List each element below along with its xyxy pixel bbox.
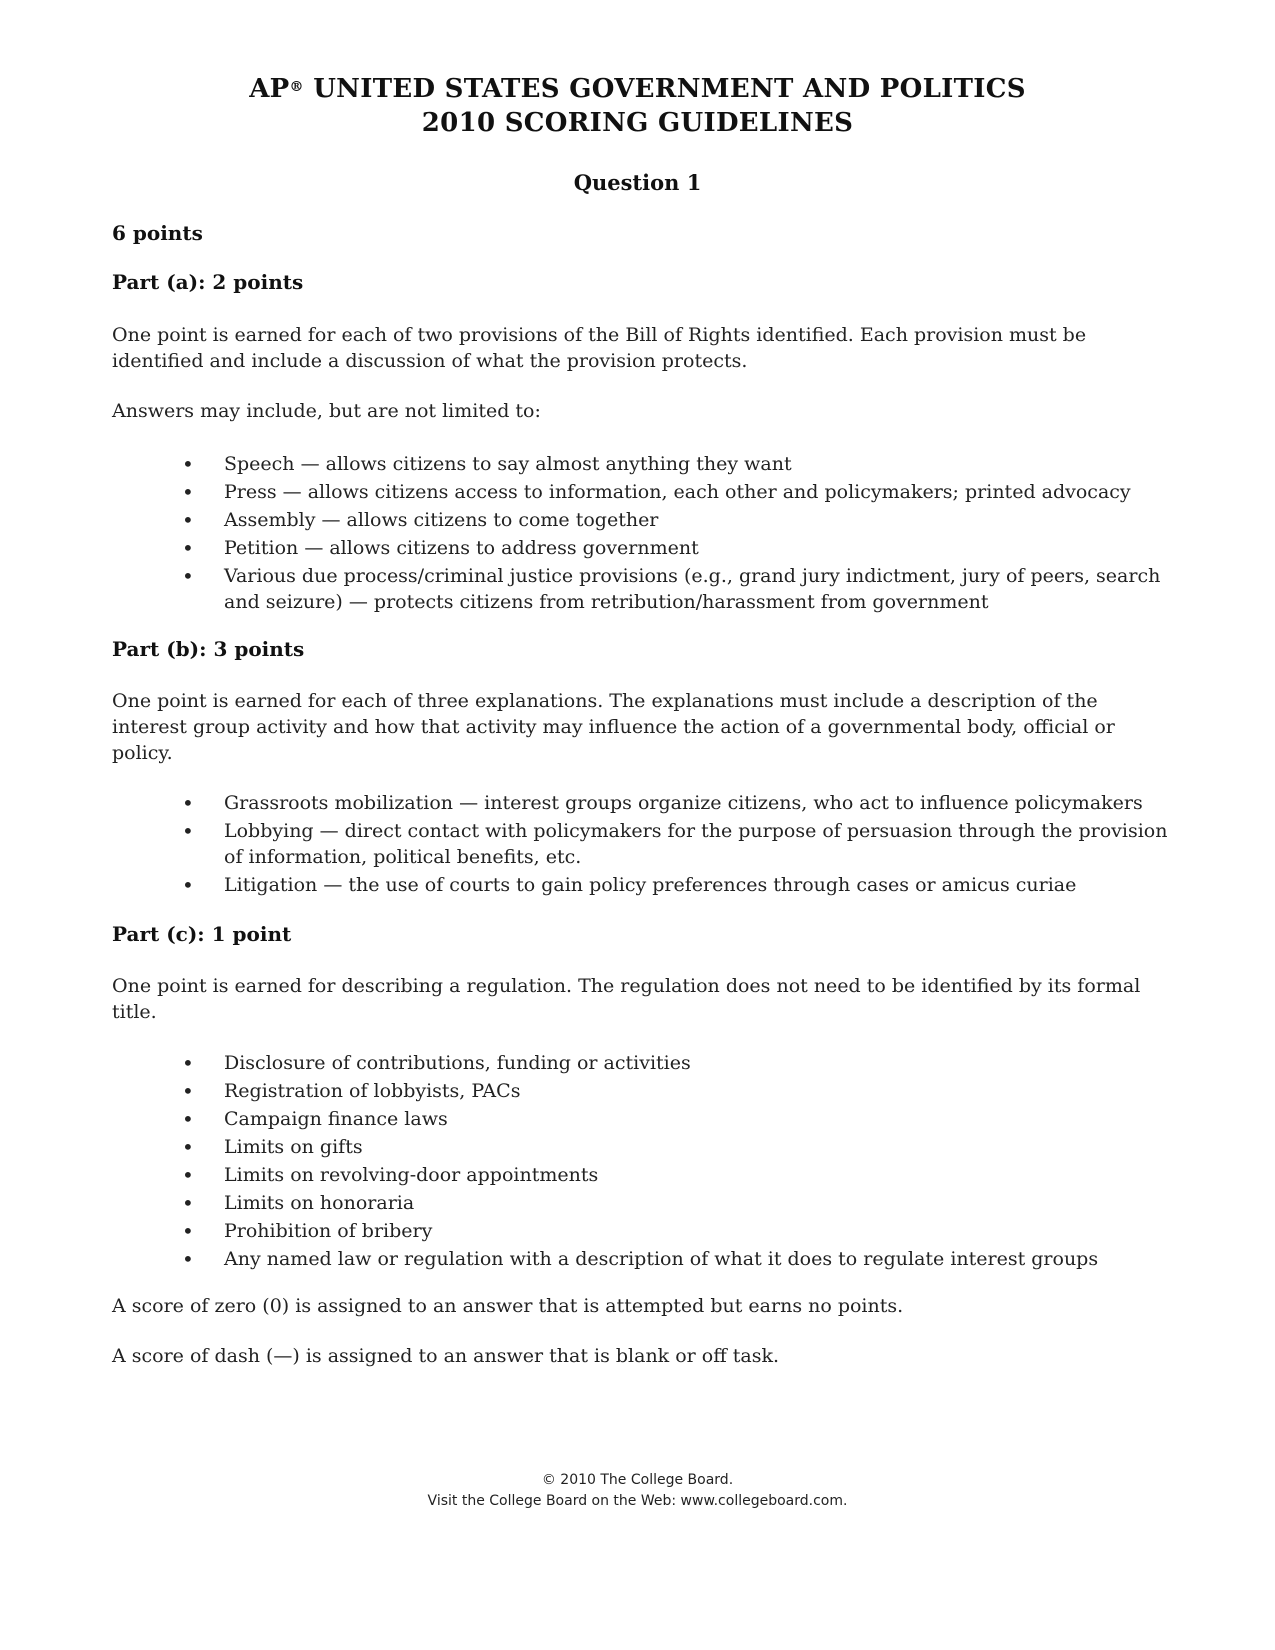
list-item-text: Campaign finance laws	[224, 1108, 448, 1130]
list-item	[112, 1134, 1172, 1160]
list-item	[112, 507, 1172, 533]
bullet-icon: •	[182, 452, 194, 476]
list-item	[112, 818, 1172, 870]
bullet-icon: •	[182, 1051, 194, 1075]
list-item-text: Lobbying — direct contact with policymakers for the purpose of persuasion through the provision of information, political benefits, etc.	[224, 820, 1168, 868]
list-item	[112, 563, 1172, 615]
list-item	[112, 1050, 1172, 1076]
footer-copyright: © 2010 The College Board.	[541, 1472, 734, 1488]
bullet-icon: •	[182, 1079, 194, 1103]
list-item-text: Petition — allows citizens to address government	[224, 537, 699, 559]
list-item	[112, 479, 1172, 505]
list-item-text: Limits on honoraria	[224, 1192, 415, 1214]
header-line-1	[0, 72, 1275, 106]
list-item-text: Assembly — allows citizens to come together	[224, 509, 659, 531]
list-item-text: Limits on gifts	[224, 1136, 363, 1158]
header-line-2: 2010 SCORING GUIDELINES	[421, 108, 854, 138]
bullet-icon: •	[182, 1163, 194, 1187]
part-a-list	[112, 451, 1172, 617]
bullet-icon: •	[182, 819, 194, 843]
list-item-text: Registration of lobbyists, PACs	[224, 1080, 521, 1102]
bullet-icon: •	[182, 1247, 194, 1271]
bullet-icon: •	[182, 536, 194, 560]
total-points: 6 points	[112, 221, 203, 245]
document-header	[0, 72, 1275, 140]
bullet-icon: •	[182, 1219, 194, 1243]
list-item	[112, 1106, 1172, 1132]
bullet-icon: •	[182, 480, 194, 504]
list-item-text: Speech — allows citizens to say almost anything they want	[224, 453, 792, 475]
registered-mark: ®	[289, 79, 304, 95]
list-item-text: Grassroots mobilization — interest groups organize citizens, who act to influence policymakers	[224, 792, 1143, 814]
part-c-intro: One point is earned for describing a regulation. The regulation does not need to be identified by its formal title.	[112, 975, 1141, 1023]
list-item	[112, 1078, 1172, 1104]
part-b-heading: Part (b): 3 points	[112, 637, 305, 661]
list-item	[112, 1190, 1172, 1216]
bullet-icon: •	[182, 873, 194, 897]
part-a-answers-intro: Answers may include, but are not limited to:	[112, 400, 541, 422]
bullet-icon: •	[182, 508, 194, 532]
part-c-heading: Part (c): 1 point	[112, 922, 292, 946]
list-item-text: Prohibition of bribery	[224, 1220, 433, 1242]
list-item	[112, 1218, 1172, 1244]
score-zero-note: A score of zero (0) is assigned to an answer that is attempted but earns no points.	[112, 1295, 904, 1317]
part-a-heading: Part (a): 2 points	[112, 270, 304, 294]
part-a-intro: One point is earned for each of two provisions of the Bill of Rights identified. Each provision must be identified and include a discussion of what the provision protects.	[112, 324, 1087, 372]
list-item	[112, 790, 1172, 816]
list-item	[112, 535, 1172, 561]
bullet-icon: •	[182, 1191, 194, 1215]
list-item	[112, 451, 1172, 477]
part-b-list	[112, 790, 1172, 900]
bullet-icon: •	[182, 791, 194, 815]
list-item	[112, 1246, 1172, 1272]
list-item-text: Any named law or regulation with a description of what it does to regulate interest groups	[224, 1248, 1099, 1270]
score-dash-note: A score of dash (—) is assigned to an answer that is blank or off task.	[112, 1345, 780, 1367]
bullet-icon: •	[182, 1135, 194, 1159]
list-item-text: Litigation — the use of courts to gain policy preferences through cases or amicus curiae	[224, 874, 1077, 896]
header-ap: AP	[249, 74, 290, 104]
header-title: UNITED STATES GOVERNMENT AND POLITICS	[313, 74, 1026, 104]
footer-website: Visit the College Board on the Web: www.collegeboard.com.	[427, 1493, 848, 1509]
part-c-list	[112, 1050, 1172, 1274]
list-item-text: Press — allows citizens access to information, each other and policymakers; printed advocacy	[224, 481, 1131, 503]
bullet-icon: •	[182, 564, 194, 588]
bullet-icon: •	[182, 1107, 194, 1131]
footer	[0, 1470, 1275, 1512]
list-item-text: Various due process/criminal justice provisions (e.g., grand jury indictment, jury of peers, search and seizure) — protects citizens from retribution/harassment from government	[224, 565, 1161, 613]
list-item-text: Limits on revolving-door appointments	[224, 1164, 599, 1186]
part-b-intro: One point is earned for each of three explanations. The explanations must include a description of the interest group activity and how that activity may influence the action of a governmental body, official or policy.	[112, 690, 1115, 764]
list-item-text: Disclosure of contributions, funding or activities	[224, 1052, 691, 1074]
list-item	[112, 1162, 1172, 1188]
question-title: Question 1	[573, 170, 702, 195]
list-item	[112, 872, 1172, 898]
